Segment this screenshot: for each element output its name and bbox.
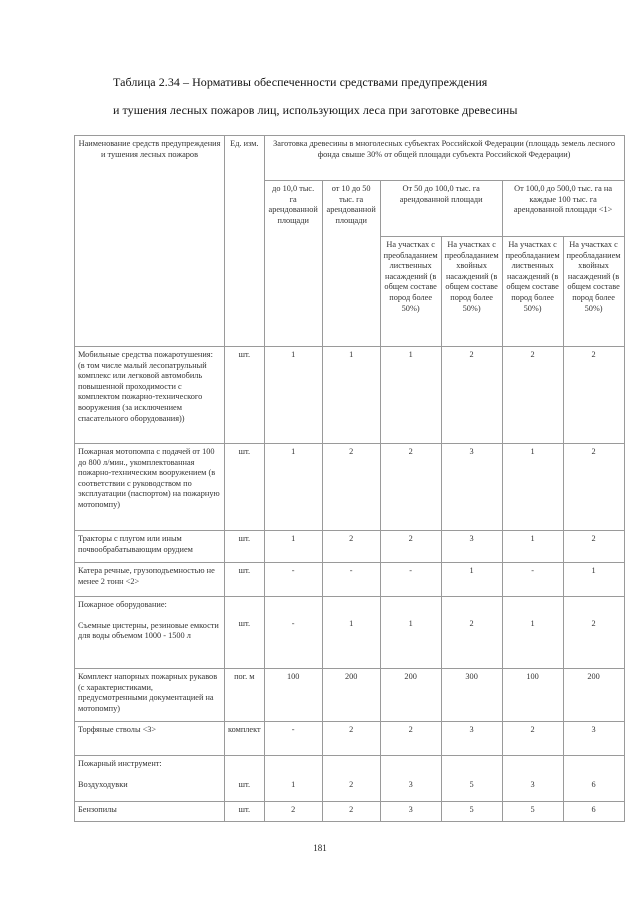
row-name: Катера речные, грузоподъемностью не менее 2 тонн <2> [75,563,225,597]
row-value: 2 [502,347,563,444]
row-value: 2 [502,722,563,756]
row-value: 2 [380,444,441,531]
row-value: 200 [563,669,624,722]
table-row [75,669,625,722]
row-value: 2 [322,756,380,802]
row-value: 1 [322,347,380,444]
row-value: 200 [380,669,441,722]
row-name: Мобильные средства пожаротушения: (в том числе малый лесопатрульный комплекс или легковой автомобиль повышенной проходимости с комплектом пожарно-технического вооружения (за исключением спасательного оборудования)) [75,347,225,444]
row-unit: комплект [225,722,265,756]
norms-table [74,135,625,822]
row-value: 2 [563,347,624,444]
header-sub-2: На участках с преобладанием хвойных насаждений (в общем составе пород более 50%) [441,237,502,347]
table-row [75,802,625,822]
row-value: 3 [380,802,441,822]
row-value: 100 [502,669,563,722]
table-row [75,444,625,531]
row-value: 5 [502,802,563,822]
row-value: 2 [322,444,380,531]
row-value: 2 [563,597,624,669]
row-name-cell [75,756,225,802]
row-value: 1 [322,597,380,669]
row-unit: шт. [225,563,265,597]
row-value: 3 [563,722,624,756]
row-name: Воздуходувки [78,779,128,789]
row-value: 3 [441,444,502,531]
row-value: 2 [264,802,322,822]
table-row [75,722,625,756]
table-row [75,563,625,597]
row-group-title: Пожарный инструмент: [78,759,162,768]
row-value: 1 [264,347,322,444]
table-title-line-2: и тушения лесных пожаров лиц, использующих леса при заготовке древесины [113,103,518,117]
header-col-4: От 100,0 до 500,0 тыс. га на каждые 100 тыс. га арендованной площади <1> [502,181,624,237]
row-name-cell [75,597,225,669]
row-value: - [380,563,441,597]
header-name: Наименование средств предупреждения и тушения лесных пожаров [75,136,225,347]
row-value: 2 [563,531,624,563]
row-value: 2 [441,597,502,669]
row-value: 100 [264,669,322,722]
header-sub-4: На участках с преобладанием хвойных насаждений (в общем составе пород более 50%) [563,237,624,347]
table-row [75,756,625,802]
row-unit: шт. [225,444,265,531]
row-value: 1 [264,756,322,802]
row-value: 1 [264,444,322,531]
row-unit: шт. [225,756,265,802]
row-unit: пог. м [225,669,265,722]
table-row [75,597,625,669]
row-value: 1 [264,531,322,563]
row-unit: шт. [225,347,265,444]
header-sub-3: На участках с преобладанием лиственных насаждений (в общем составе пород более 50%) [502,237,563,347]
row-value: 2 [322,722,380,756]
row-unit: шт. [225,802,265,822]
row-name: Бензопилы [75,802,225,822]
row-value: 1 [563,563,624,597]
row-value: 3 [502,756,563,802]
row-value: 200 [322,669,380,722]
row-unit: шт. [225,597,265,669]
row-value: - [264,597,322,669]
row-value: 1 [502,531,563,563]
row-value: 2 [322,531,380,563]
header-col-2: от 10 до 50 тыс. га арендованной площади [322,181,380,347]
row-value: 1 [380,347,441,444]
page-number: 181 [313,843,327,853]
row-value: - [322,563,380,597]
header-col-3: От 50 до 100,0 тыс. га арендованной площади [380,181,502,237]
header-sub-1: На участках с преобладанием лиственных насаждений (в общем составе пород более 50%) [380,237,441,347]
row-value: 1 [380,597,441,669]
row-value: 1 [502,597,563,669]
row-value: - [264,722,322,756]
row-name: Тракторы с плугом или иным почвообрабатывающим орудием [75,531,225,563]
row-value: 5 [441,802,502,822]
header-col-1: до 10,0 тыс. га арендованной площади [264,181,322,347]
row-value: 3 [441,531,502,563]
row-value: 6 [563,802,624,822]
row-name: Пожарная мотопомпа с подачей от 100 до 800 л/мин., укомплектованная пожарно-техническим вооружением (в соответствии с руководством по эксплуатации (паспортом) на пожарную мотопомпу) [75,444,225,531]
row-value: 2 [380,722,441,756]
row-value: 2 [322,802,380,822]
row-name: Комплект напорных пожарных рукавов (с характеристиками, предусмотренными документацией на мотопомпу) [75,669,225,722]
row-value: 300 [441,669,502,722]
row-value: 1 [441,563,502,597]
header-group: Заготовка древесины в многолесных субъектах Российской Федерации (площадь земель лесного фонда свыше 30% от общей площади субъекта Российской Федерации) [264,136,624,181]
row-name: Съемные цистерны, резиновые емкости для воды объемом 1000 - 1500 л [78,620,219,641]
row-unit: шт. [225,531,265,563]
row-value: 3 [441,722,502,756]
header-unit: Ед. изм. [225,136,265,347]
row-value: 5 [441,756,502,802]
row-value: - [264,563,322,597]
row-value: 2 [380,531,441,563]
row-value: 2 [441,347,502,444]
row-value: 1 [502,444,563,531]
row-group-title: Пожарное оборудование: [78,600,167,609]
table-title-line-1: Таблица 2.34 – Нормативы обеспеченности средствами предупреждения [113,75,488,89]
row-value: 6 [563,756,624,802]
row-value: - [502,563,563,597]
row-value: 2 [563,444,624,531]
row-name: Торфяные стволы <3> [75,722,225,756]
table-row [75,531,625,563]
row-value: 3 [380,756,441,802]
table-row [75,347,625,444]
